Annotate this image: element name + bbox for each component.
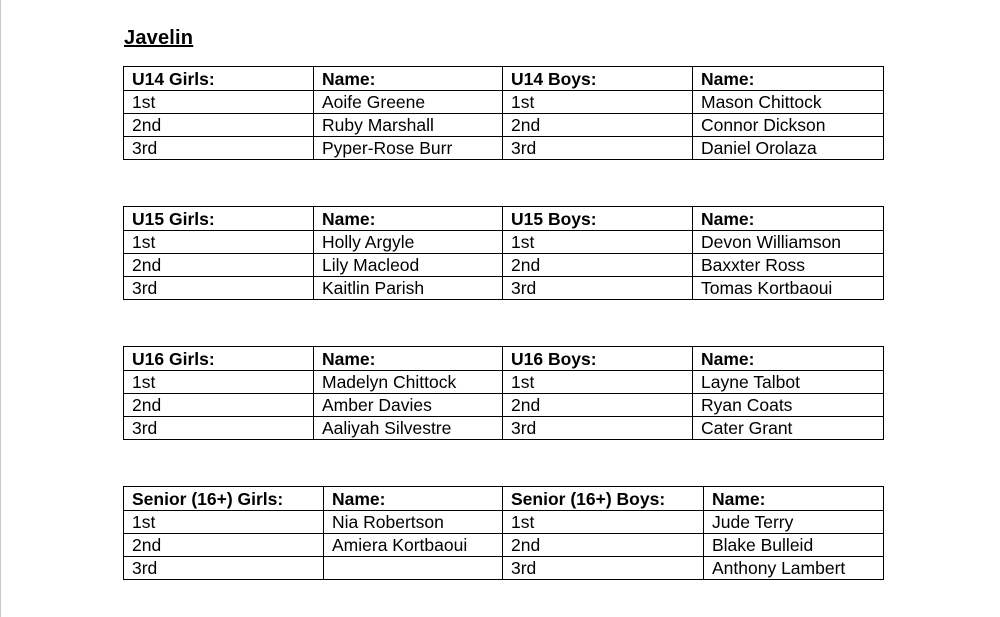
boys-winner-name: Devon Williamson — [693, 231, 884, 254]
table-row — [124, 137, 884, 160]
table-header-row — [124, 207, 884, 231]
boys-winner-name: Baxxter Ross — [693, 254, 884, 277]
results-table-u15 — [123, 206, 884, 300]
girls-name-header: Name: — [324, 487, 503, 511]
girls-place: 3rd — [124, 557, 324, 580]
table-row — [124, 511, 884, 534]
boys-place: 1st — [503, 91, 693, 114]
girls-category-header: Senior (16+) Girls: — [124, 487, 324, 511]
girls-place: 2nd — [124, 254, 314, 277]
boys-name-header: Name: — [704, 487, 884, 511]
results-table-u16 — [123, 346, 884, 440]
girls-place: 2nd — [124, 534, 324, 557]
girls-winner-name: Amiera Kortbaoui — [324, 534, 503, 557]
girls-place: 2nd — [124, 394, 314, 417]
boys-winner-name: Anthony Lambert — [704, 557, 884, 580]
girls-category-header: U16 Girls: — [124, 347, 314, 371]
boys-winner-name: Layne Talbot — [693, 371, 884, 394]
table-row — [124, 114, 884, 137]
girls-place: 3rd — [124, 137, 314, 160]
table-header-row — [124, 487, 884, 511]
table-row — [124, 417, 884, 440]
boys-winner-name: Mason Chittock — [693, 91, 884, 114]
boys-place: 3rd — [503, 277, 693, 300]
girls-name-header: Name: — [314, 207, 503, 231]
boys-place: 3rd — [503, 137, 693, 160]
table-row — [124, 371, 884, 394]
boys-winner-name: Jude Terry — [704, 511, 884, 534]
girls-winner-name: Pyper-Rose Burr — [314, 137, 503, 160]
boys-place: 2nd — [503, 394, 693, 417]
boys-place: 1st — [503, 231, 693, 254]
girls-winner-name — [324, 557, 503, 580]
boys-place: 1st — [503, 511, 704, 534]
girls-winner-name: Holly Argyle — [314, 231, 503, 254]
girls-category-header: U15 Girls: — [124, 207, 314, 231]
table-header-row — [124, 67, 884, 91]
girls-category-header: U14 Girls: — [124, 67, 314, 91]
boys-place: 3rd — [503, 557, 704, 580]
girls-name-header: Name: — [314, 67, 503, 91]
page-left-edge — [0, 0, 1, 617]
table-row — [124, 231, 884, 254]
results-table-u14 — [123, 66, 884, 160]
girls-place: 1st — [124, 231, 314, 254]
boys-place: 2nd — [503, 254, 693, 277]
girls-name-header: Name: — [314, 347, 503, 371]
boys-winner-name: Cater Grant — [693, 417, 884, 440]
girls-winner-name: Kaitlin Parish — [314, 277, 503, 300]
table-row — [124, 277, 884, 300]
table-row — [124, 394, 884, 417]
boys-winner-name: Connor Dickson — [693, 114, 884, 137]
table-row — [124, 557, 884, 580]
results-table-senior — [123, 486, 884, 580]
girls-place: 1st — [124, 91, 314, 114]
girls-place: 1st — [124, 511, 324, 534]
boys-place: 2nd — [503, 114, 693, 137]
table-row — [124, 534, 884, 557]
girls-place: 3rd — [124, 417, 314, 440]
boys-name-header: Name: — [693, 207, 884, 231]
boys-winner-name: Daniel Orolaza — [693, 137, 884, 160]
girls-winner-name: Aaliyah Silvestre — [314, 417, 503, 440]
boys-place: 3rd — [503, 417, 693, 440]
boys-category-header: U15 Boys: — [503, 207, 693, 231]
boys-name-header: Name: — [693, 347, 884, 371]
girls-winner-name: Madelyn Chittock — [314, 371, 503, 394]
table-row — [124, 91, 884, 114]
boys-winner-name: Tomas Kortbaoui — [693, 277, 884, 300]
girls-winner-name: Aoife Greene — [314, 91, 503, 114]
girls-winner-name: Lily Macleod — [314, 254, 503, 277]
girls-place: 2nd — [124, 114, 314, 137]
table-header-row — [124, 347, 884, 371]
boys-place: 2nd — [503, 534, 704, 557]
boys-place: 1st — [503, 371, 693, 394]
page-title: Javelin — [124, 27, 194, 49]
boys-winner-name: Ryan Coats — [693, 394, 884, 417]
boys-category-header: U16 Boys: — [503, 347, 693, 371]
boys-name-header: Name: — [693, 67, 884, 91]
girls-winner-name: Nia Robertson — [324, 511, 503, 534]
girls-place: 1st — [124, 371, 314, 394]
girls-winner-name: Ruby Marshall — [314, 114, 503, 137]
boys-category-header: Senior (16+) Boys: — [503, 487, 704, 511]
girls-place: 3rd — [124, 277, 314, 300]
boys-winner-name: Blake Bulleid — [704, 534, 884, 557]
table-row — [124, 254, 884, 277]
boys-category-header: U14 Boys: — [503, 67, 693, 91]
girls-winner-name: Amber Davies — [314, 394, 503, 417]
